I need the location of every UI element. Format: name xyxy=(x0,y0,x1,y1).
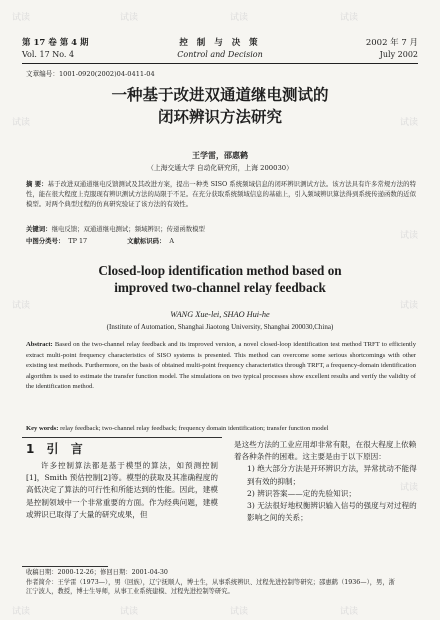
watermark: 试读 xyxy=(340,607,359,617)
section-heading xyxy=(26,440,87,457)
watermark: 试读 xyxy=(400,118,419,128)
intro-list-item: 2) 辨识答案——定的先验知识； xyxy=(247,488,356,498)
intro-right-lead: 是这些方法的工业应用却非常有限，在很大程度上依赖着各种条件的困难。这主要是由于以下原因： xyxy=(234,440,417,462)
watermark: 试读 xyxy=(120,13,139,23)
section-rule xyxy=(22,437,222,438)
footnote-rule xyxy=(22,566,108,567)
footnote-bio-1: 作者简介：王学雷（1973—），男（回族），辽宁抚顺人，博士生，从事系统辨识、过程先进控制等研究；邵惠鹤（1936—），男，浙 xyxy=(26,578,395,586)
title-en-line-1: Closed-loop identification method based on xyxy=(98,263,342,278)
affiliation-en: (Institute of Automation, Shanghai Jiaotong University, Shanghai 200030,China) xyxy=(106,323,334,331)
journal-header-zh xyxy=(22,36,418,50)
watermark: 试读 xyxy=(400,231,419,241)
keywords-en-text: relay feedback; two-channel relay feedback; frequency domain identification; transfer function model xyxy=(60,425,329,432)
article-id: 文章编号：1001-0920(2002)04-0411-04 xyxy=(26,70,155,78)
journal-name-en: Control and Decision xyxy=(177,50,263,59)
footnote-bio-2: 江宁波人，教授，博士生导师，从事工业系统建模、过程先进控制等研究。 xyxy=(26,588,234,596)
abstract-en-label: Abstract: xyxy=(26,341,53,348)
watermark: 试读 xyxy=(12,301,31,311)
watermark: 试读 xyxy=(400,301,419,311)
journal-name-zh: 控 制 与 决 策 xyxy=(179,38,261,48)
keywords-en xyxy=(26,425,416,432)
clc-value: TP 17 xyxy=(68,237,88,245)
authors-zh: 王学雷，邵惠鹤 xyxy=(192,150,248,160)
clc-label: 中图分类号： xyxy=(26,237,65,245)
footnote xyxy=(26,568,418,597)
keywords-zh-label: 关键词： xyxy=(26,225,52,233)
abstract-zh-label: 摘 要： xyxy=(26,180,48,188)
volume-zh: 第 17 卷 第 4 期 xyxy=(22,38,89,48)
watermark: 试读 xyxy=(120,607,139,617)
footnote-dates: 收稿日期：2000-12-26；修回日期：2001-04-30 xyxy=(26,569,168,576)
doc-code-value: A xyxy=(169,237,175,245)
intro-list-item: 1) 绝大部分方法是开环辨识方法，异常扰动不能得到有效的抑制； xyxy=(247,464,417,486)
classification-line xyxy=(26,236,178,245)
abstract-en-text: Based on the two-channel relay feedback and its improved version, a novel closed-loop identification test method TRFT to efficiently extract multi-point frequency characteristics of SISO systems is presented. This method can overcome some serious shortcomings with other existing test methods. Furthermore, on the basis of obtained multi-point frequency characteristics through TRFT, a frequency-domain identification algorithm is used to estimate the transfer function model. The simulations on two typical processes show excellent results and verify the validity of the identification method. xyxy=(26,341,416,391)
abstract-zh xyxy=(26,180,416,210)
title-en-line-2: improved two-channel relay feedback xyxy=(114,280,326,295)
section-number: 1 xyxy=(26,442,39,456)
watermark: 试读 xyxy=(12,607,31,617)
watermark: 试读 xyxy=(400,483,419,493)
date-zh: 2002 年 7 月 xyxy=(365,38,418,48)
keywords-en-label: Key words: xyxy=(26,425,59,432)
journal-header-en xyxy=(22,50,418,62)
keywords-zh-text: 继电反馈；双通道继电测试；频域辨识；传递函数模型 xyxy=(51,225,205,233)
keywords-zh xyxy=(26,224,416,233)
authors-en: WANG Xue-lei, SHAO Hui-he xyxy=(170,310,270,319)
title-zh-line-1: 一种基于改进双通道继电测试的 xyxy=(111,86,329,104)
watermark: 试读 xyxy=(12,13,31,23)
watermark: 试读 xyxy=(230,13,249,23)
title-en xyxy=(0,262,440,296)
affiliation-zh: （上海交通大学 自动化研究所，上海 200030） xyxy=(147,164,293,172)
intro-list-item: 3) 无法很好地权衡辨识输入信号的强度与对过程的影响之间的关系； xyxy=(247,501,417,523)
intro-right-column xyxy=(234,439,420,524)
volume-en: Vol. 17 No. 4 xyxy=(22,50,75,59)
section-title: 引 言 xyxy=(46,442,87,456)
title-zh-line-2: 闭环辨识方法研究 xyxy=(157,108,282,126)
watermark: 试读 xyxy=(230,607,249,617)
watermark: 试读 xyxy=(12,118,31,128)
abstract-zh-text: 基于改进双通道继电反馈测试及其改进方案，提出一种类 SISO 系统频域信息的闭环辨识测试方法。该方法具有许多常规方法的特性，能在很大程度上克服现有辨识测试方法的局限于不足。在充分获取系统频域信息的基础上，引入频域辨识算法得到系统传递函数的近似模型。对两个典型过程的仿真研究验证了该方法的有效性。 xyxy=(26,180,416,208)
date-en: July 2002 xyxy=(379,50,418,59)
doc-code-label: 文献标识码： xyxy=(127,237,166,245)
intro-left-column: 许多控制算法都是基于模型的算法，如预测控制[1]，Smith 预估控制[2]等。模型的获取及其准确程度的高低决定了算法的可行性和所能达到的性能。因此，建模是控制领域中一个非常重要的方面。作为经典问题，建模或辨识已取得了大量的研究成果，但 xyxy=(26,461,218,519)
watermark: 试读 xyxy=(340,13,359,23)
header-rule xyxy=(22,63,418,64)
title-zh xyxy=(0,84,440,128)
abstract-en xyxy=(26,340,416,393)
